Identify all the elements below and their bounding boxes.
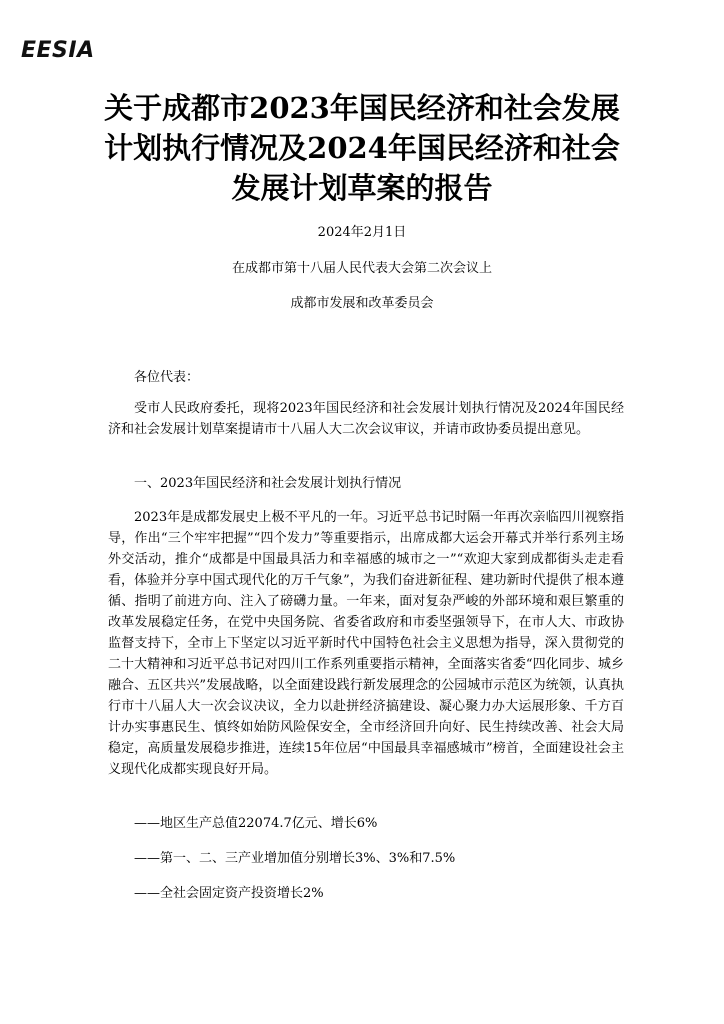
eesia-logo: EESIA <box>21 38 95 63</box>
report-date: 2024年2月1日 <box>317 225 407 240</box>
bullet-gdp: ——地区生产总值22074.7亿元、增长6% <box>134 816 378 831</box>
bullet-industries: ——第一、二、三产业增加值分别增长3%、3%和7.5% <box>134 851 456 866</box>
section-heading: 一、2023年国民经济和社会发展计划执行情况 <box>134 476 402 491</box>
body-paragraph: 2023年是成都发展史上极不平凡的一年。习近平总书记时隔一年再次亲临四川视察指导，作出“三个牢牢把握”“四个发力”等重要指示，出席成都大运会开幕式并举行系列主场外交活动，推介“成都是中国最具活力和幸福感的城市之一”“欢迎大家到成都街头走走看看，体验并分享中国式现代化的万千气象”，为我们奋进新征程、建功新时代提供了根本遵循、指明了前进方向、注入了磅礴力量。一年来，面对复杂严峻的外部环境和艰巨繁重的改革发展稳定任务，在党中央国务院、省委省政府和市委坚强领导下，在市人大、市政协监督支持下，全市上下坚定以习近平新时代中国特色社会主义思想为指导，深入贯彻党的二十大精神和习近平总书记对四川工作系列重要指示精神，全面落实省委“四化同步、城乡融合、五区共兴”发展战略，以全面建设践行新发展理念的公园城市示范区为统领，认真执行市十八届人大一次会议决议，全力以赴拼经济搞建设、凝心聚力办大运展形象、千方百计办实事惠民生、慎终如始防风险保安全，全市经济回升向好、民生持续改善、社会大局稳定，高质量发展稳步推进，连续15年位居“中国最具幸福感城市”榜首，全面建设社会主义现代化成都实现良好开局。 <box>108 510 624 777</box>
report-title: 关于成都市2023年国民经济和社会发展计划执行情况及2024年国民经济和社会发展计划草案的报告 <box>104 91 620 205</box>
intro-paragraph: 受市人民政府委托，现将2023年国民经济和社会发展计划执行情况及2024年国民经济和社会发展计划草案提请市十八届人大二次会议审议，并请市政协委员提出意见。 <box>108 401 624 437</box>
salutation: 各位代表： <box>134 370 200 385</box>
bullet-investment: ——全社会固定资产投资增长2% <box>134 886 324 901</box>
issuing-organization: 成都市发展和改革委员会 <box>290 296 434 311</box>
meeting-venue: 在成都市第十八届人民代表大会第二次会议上 <box>231 261 492 276</box>
